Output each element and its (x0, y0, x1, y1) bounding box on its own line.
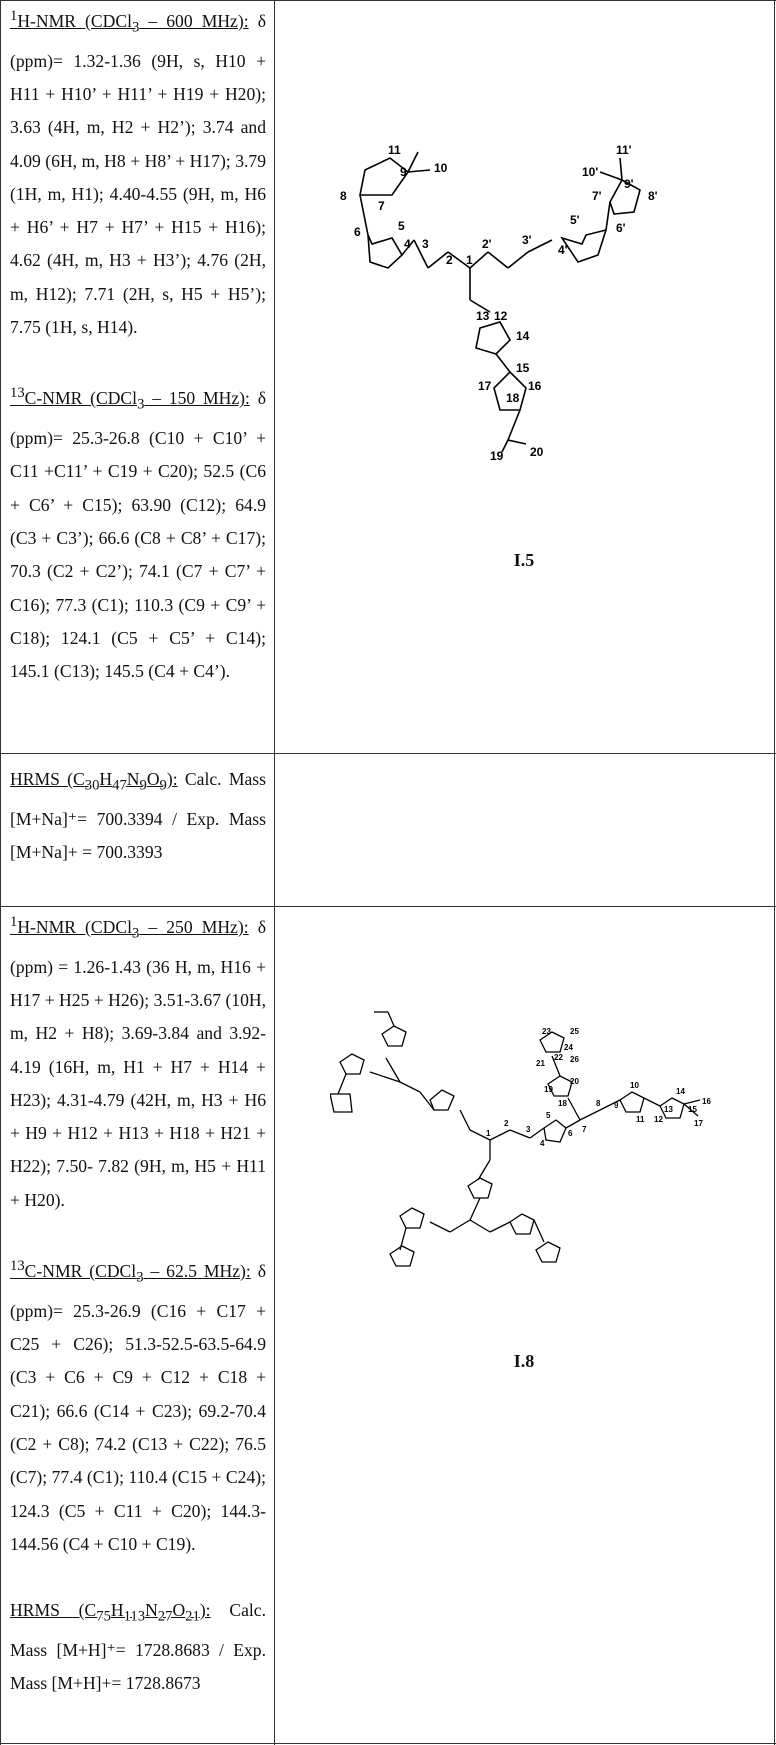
atom-label: 1 (486, 1129, 491, 1138)
compound-i8-hrms (10, 1594, 266, 1700)
atom-label: 25 (570, 1027, 579, 1036)
atom-label: 26 (570, 1055, 579, 1064)
heading-tail: ): (199, 1600, 211, 1621)
table-border-bottom (0, 1743, 776, 1744)
atom-label: 4 (404, 237, 411, 251)
atom-label: 13 (476, 309, 490, 323)
compound-i8-c-nmr (10, 1250, 266, 1561)
compound-i5-c-nmr (10, 377, 266, 688)
table-border-left (0, 0, 1, 1745)
c-nmr-heading (10, 1258, 251, 1286)
atom-label: 12 (654, 1115, 663, 1124)
hrms-heading (10, 769, 178, 794)
atom-label: 10' (582, 165, 599, 179)
element: H (110, 1600, 124, 1621)
atom-label: 7 (378, 199, 385, 213)
atom-label: 3 (422, 237, 429, 251)
atom-label: 15 (688, 1105, 697, 1114)
subscript: 3 (131, 19, 140, 36)
heading-text: HRMS (C (10, 769, 85, 789)
atom-label: 16 (702, 1097, 711, 1106)
atom-label: 20 (570, 1077, 579, 1086)
structure-i5-label: I.5 (513, 550, 535, 570)
superscript: 1 (10, 8, 18, 24)
atom-label: 12 (494, 309, 508, 323)
atom-label: 7 (582, 1125, 587, 1134)
table-border-right (774, 0, 775, 1745)
compound-i5-nmr-cell (10, 0, 266, 688)
subscript: 9 (139, 777, 147, 794)
compound-i5-h-nmr (10, 0, 266, 344)
atom-label: 23 (542, 1027, 551, 1036)
subscript: 75 (96, 1608, 111, 1625)
atom-label: 9' (624, 177, 634, 191)
structure-i8-diagram (330, 1010, 730, 1340)
heading-tail: – 600 MHz): (139, 10, 249, 31)
atom-label: 18 (558, 1099, 567, 1108)
atom-label: 5 (398, 219, 405, 233)
atom-label: 15 (516, 361, 530, 375)
heading-text: HRMS (C (10, 1600, 97, 1621)
atom-label: 10 (630, 1081, 639, 1090)
atom-label: 2 (446, 253, 453, 267)
hrms-values: Calc. Mass [M+Na]⁺= 700.3394 / Exp. Mass [M+Na]+ = 700.3393 (10, 769, 266, 863)
atom-label: 11' (616, 143, 632, 157)
superscript: 13 (10, 385, 25, 402)
atom-label: 9 (400, 165, 407, 179)
atom-label: 19 (544, 1085, 553, 1094)
subscript: 3 (137, 396, 145, 413)
atom-label: 22 (554, 1053, 563, 1062)
atom-label: 6 (354, 225, 361, 239)
atom-label: 5 (546, 1111, 551, 1120)
row-divider-1 (0, 753, 776, 754)
heading-tail: – 150 MHz): (144, 388, 250, 409)
heading-tail: – 62.5 MHz): (143, 1260, 251, 1281)
column-divider (274, 0, 275, 1745)
element: N (126, 769, 140, 789)
superscript: 13 (10, 1258, 25, 1275)
superscript: 1 (10, 914, 18, 930)
h-nmr-heading (10, 8, 249, 36)
subscript: 21 (185, 1608, 200, 1625)
atom-label: 16 (528, 379, 542, 393)
atom-label: 13 (664, 1105, 673, 1114)
subscript: 9 (159, 777, 167, 794)
atom-label: 20 (530, 445, 544, 459)
atom-label: 8 (596, 1099, 601, 1108)
h-nmr-heading (10, 914, 249, 942)
element: O (172, 1600, 186, 1621)
structure-i8-label: I.8 (513, 1351, 535, 1371)
subscript: 3 (136, 1269, 144, 1286)
compound-i8-nmr-cell (10, 906, 266, 1701)
atom-label: 11 (636, 1115, 645, 1124)
hrms-values: Calc. Mass [M+H]⁺= 1728.8683 / Exp. Mass [M+H]+= 1728.8673 (10, 1600, 266, 1694)
heading-text: H-NMR (CDCl (17, 916, 132, 937)
c-nmr-values: δ (ppm)= 25.3-26.9 (C16 + C17 + C25 + C26); 51.3-52.5-63.5-64.9 (C3 + C6 + C9 + C12 + C18 + C21); 66.6 (C14 + C23); 69.2-70.4 (C2 + C8); 74.2 (C13 + C22); 76.5 (C7); 77.4 (C1); 110.4 (C15 + C24); 124.3 (C5 + C11 + C20); 144.3-144.56 (C4 + C10 + C19). (10, 1260, 266, 1554)
element: O (146, 769, 160, 789)
heading-tail: ): (166, 769, 178, 789)
atom-label: 6' (616, 221, 626, 235)
element: H (99, 769, 113, 789)
atom-label: 4 (540, 1139, 545, 1148)
atom-label: 4' (558, 243, 568, 257)
atom-label: 7' (592, 189, 602, 203)
atom-label: 3' (522, 233, 532, 247)
atom-label: 19 (490, 449, 504, 463)
atom-label: 14 (516, 329, 530, 343)
atom-label: 1 (466, 253, 473, 267)
atom-label: 21 (536, 1059, 545, 1068)
element: N (145, 1600, 158, 1621)
atom-label: 2' (482, 237, 492, 251)
compound-i5-hrms-cell (10, 763, 266, 869)
atom-label: 18 (506, 391, 520, 405)
subscript: 113 (123, 1608, 146, 1625)
subscript: 30 (84, 777, 100, 794)
subscript: 47 (112, 777, 127, 794)
h-nmr-values: δ (ppm) = 1.26-1.43 (36 H, m, H16 + H17 + H25 + H26); 3.51-3.67 (10H, m, H2 + H8); 3.69-3.84 and 3.92-4.19 (16H, m, H1 + H7 + H14 + H23); 4.31-4.79 (42H, m, H3 + H6 + H9 + H12 + H13 + H18 + H21 + H22); 7.50- 7.82 (9H, m, H5 + H11 + H20). (10, 916, 266, 1210)
heading-text: C-NMR (CDCl (24, 1260, 137, 1281)
atom-label: 17 (478, 379, 492, 393)
h-nmr-values: δ (ppm)= 1.32-1.36 (9H, s, H10 + H11 + H10’ + H11’ + H19 + H20); 3.63 (4H, m, H2 + H2’); 3.74 and 4.09 (6H, m, H8 + H8’ + H17); 3.79 (1H, m, H1); 4.40-4.55 (9H, m, H6 + H6’ + H7 + H7’ + H15 + H16); 4.62 (4H, m, H3 + H3’); 4.76 (2H, m, H12); 7.71 (2H, s, H5 + H5’); 7.75 (1H, s, H14). (10, 10, 266, 338)
atom-label: 14 (676, 1087, 685, 1096)
atom-label: 24 (564, 1043, 573, 1052)
atom-label: 10 (434, 161, 448, 175)
c-nmr-heading (10, 385, 250, 413)
compound-i8-h-nmr (10, 906, 266, 1217)
heading-text: H-NMR (CDCl (17, 10, 132, 31)
atom-label: 3 (526, 1125, 531, 1134)
atom-label: 8' (648, 189, 658, 203)
c-nmr-values: δ (ppm)= 25.3-26.8 (C10 + C10’ + C11 +C11’ + C19 + C20); 52.5 (C6 + C6’ + C15); 63.90 (C12); 64.9 (C3 + C3’); 66.6 (C8 + C8’ + C17); 70.3 (C2 + C2’); 74.1 (C7 + C7’ + C16); 77.3 (C1); 110.3 (C9 + C9’ + C18); 124.1 (C5 + C5’ + C14); 145.1 (C13); 145.5 (C4 + C4’). (10, 388, 266, 682)
structure-i5-diagram (330, 140, 710, 520)
compound-i5-hrms (10, 763, 266, 869)
atom-label: 17 (694, 1119, 703, 1128)
heading-text: C-NMR (CDCl (24, 388, 138, 409)
atom-label: 8 (340, 189, 347, 203)
atom-label: 5' (570, 213, 580, 227)
subscript: 3 (131, 925, 140, 942)
hrms-heading (10, 1600, 211, 1625)
atom-label: 11 (388, 143, 401, 157)
atom-label: 6 (568, 1129, 573, 1138)
subscript: 27 (157, 1608, 173, 1625)
atom-label: 2 (504, 1119, 509, 1128)
atom-label: 9 (614, 1101, 619, 1110)
heading-tail: – 250 MHz): (139, 916, 249, 937)
